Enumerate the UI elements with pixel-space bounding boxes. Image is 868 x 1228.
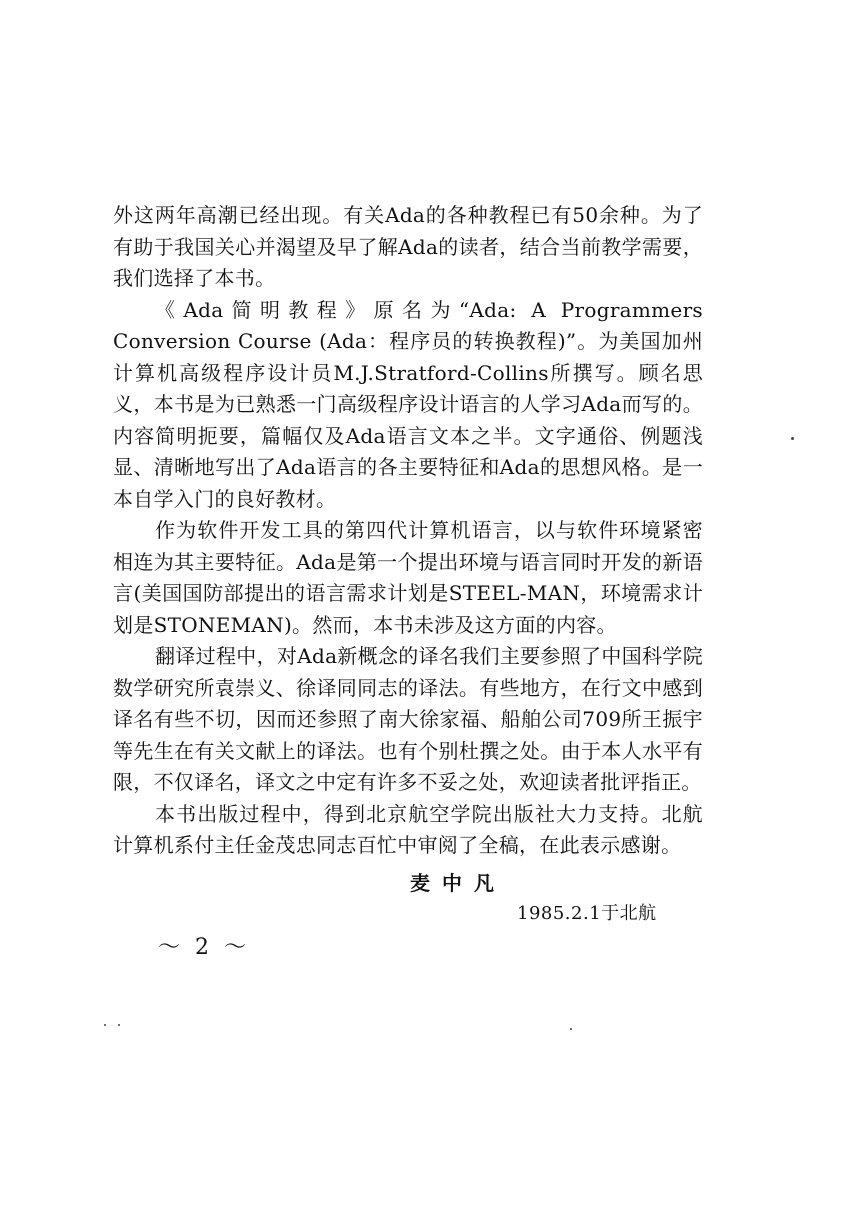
- scan-speck: [118, 1024, 120, 1026]
- page-number: ～ 2 ～: [158, 935, 250, 960]
- paragraph-book-origin: 《Ada简明教程》原名为“Ada: A Programmers Conversion Course (Ada：程序员的转换教程)”。为美国加州计算机高级程序设计员M.J.Stratford-Collins所撰写。顾名思义，本书是为已熟悉一门高级程序设计语言的人学习Ada而写的。内容简明扼要，篇幅仅及Ada语言文本之半。文字通俗、例题浅显、清晰地写出了Ada语言的各主要特征和Ada的思想风格。是一本自学入门的良好教材。: [113, 297, 703, 511]
- scan-speck: [570, 1028, 572, 1030]
- paragraph-language-features: 作为软件开发工具的第四代计算机语言，以与软件环境紧密相连为其主要特征。Ada是第一个提出环境与语言同时开发的新语言(美国国防部提出的语言需求计划是STEEL-MAN，环境需求计划是STONEMAN)。然而，本书未涉及这方面的内容。: [113, 518, 703, 637]
- body-text: [113, 200, 703, 862]
- date-place-line: 1985.2.1于北航: [517, 903, 657, 924]
- paragraph-translation-notes: 翻译过程中，对Ada新概念的译名我们主要参照了中国科学院数学研究所袁崇义、徐译同同志的译法。有些地方，在行文中感到译名有些不切，因而还参照了南大徐家福、船舶公司709所王振宇等先生在有关文献上的译法。也有个别杜撰之处。由于本人水平有限，不仅译名，译文之中定有许多不妥之处，欢迎读者批评指正。: [113, 644, 703, 794]
- scan-speck: [104, 1024, 106, 1026]
- paragraph-continuation: 外这两年高潮已经出现。有关Ada的各种教程已有50余种。为了有助于我国关心并渴望及早了解Ada的读者，结合当前教学需要，我们选择了本书。: [113, 203, 703, 290]
- author-signature: 麦中凡: [410, 871, 506, 895]
- paragraph-acknowledgements: 本书出版过程中，得到北京航空学院出版社大力支持。北航计算机系付主任金茂忠同志百忙中审阅了全稿，在此表示感谢。: [113, 801, 703, 857]
- scan-speck: [791, 437, 794, 440]
